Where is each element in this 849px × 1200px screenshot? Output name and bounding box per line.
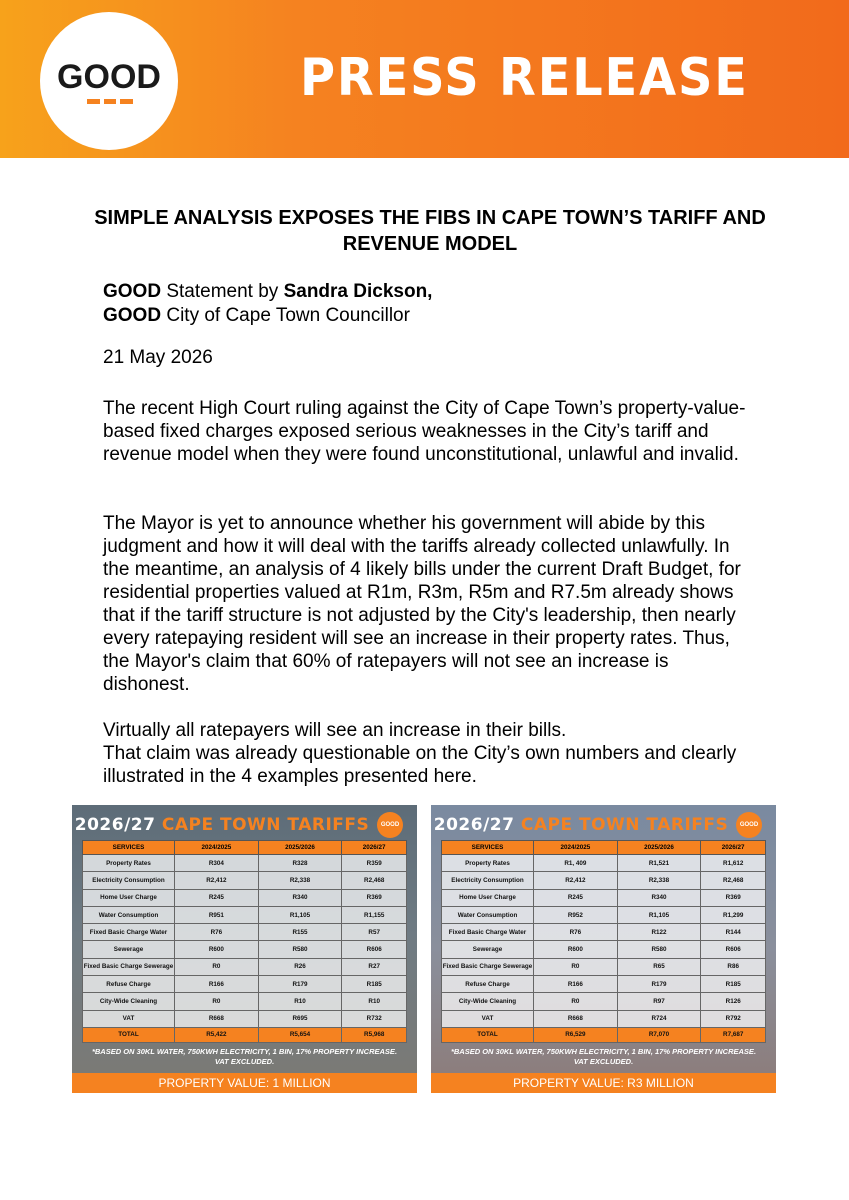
table-cell: R0 bbox=[175, 993, 259, 1010]
table-row bbox=[442, 941, 766, 958]
table-cell: R724 bbox=[617, 1010, 701, 1027]
paragraph-1: The recent High Court ruling against the City of Cape Town’s property-value-based fixed charges exposed serious weaknesses in the City’s tariff and revenue model when they were found unconstitutional, unlawful and invalid. bbox=[103, 398, 746, 465]
logo-underline-icon bbox=[87, 99, 133, 105]
table-cell: R328 bbox=[258, 855, 342, 872]
table-header: 2024/2025 bbox=[175, 841, 259, 855]
table-cell: R2,468 bbox=[701, 872, 766, 889]
table-cell: R369 bbox=[342, 889, 407, 906]
property-value-label: PROPERTY VALUE: R3 MILLION bbox=[431, 1073, 776, 1093]
table-cell: Fixed Basic Charge Water bbox=[83, 924, 175, 941]
table-cell: R1,612 bbox=[701, 855, 766, 872]
table-cell: R97 bbox=[617, 993, 701, 1010]
byline-org: GOOD bbox=[103, 281, 162, 302]
table-cell: Home User Charge bbox=[83, 889, 175, 906]
table-cell: R245 bbox=[175, 889, 259, 906]
table-row bbox=[442, 993, 766, 1010]
table-cell: R340 bbox=[617, 889, 701, 906]
table-cell: R10 bbox=[258, 993, 342, 1010]
table-row bbox=[442, 889, 766, 906]
byline-line-1 bbox=[103, 280, 432, 304]
table-header: 2026/27 bbox=[701, 841, 766, 855]
table-cell: R732 bbox=[342, 1010, 407, 1027]
table-cell: Refuse Charge bbox=[442, 976, 534, 993]
table-cell: R126 bbox=[701, 993, 766, 1010]
table-cell: Home User Charge bbox=[442, 889, 534, 906]
table-cell: R600 bbox=[175, 941, 259, 958]
table-row bbox=[83, 1010, 407, 1027]
table-cell: Property Rates bbox=[83, 855, 175, 872]
table-cell: R27 bbox=[342, 958, 407, 975]
paragraph-2: The Mayor is yet to announce whether his government will abide by this judgment and how it will deal with the tariffs already collected unlawfully. In the meantime, an analysis of 4 likely bills under the current Draft Budget, for residential properties valued at R1m, R3m, R5m and R7.5m already shows that if the tariff structure is not adjusted by the City's leadership, then nearly every ratepaying resident will see an increase in their property rates. Thus, the Mayor's claim that 60% of ratepayers will not see an increase is dishonest. bbox=[103, 513, 741, 695]
table-cell: R340 bbox=[258, 889, 342, 906]
table-total-row bbox=[83, 1027, 407, 1042]
table-cell: R695 bbox=[258, 1010, 342, 1027]
table-cell: R76 bbox=[175, 924, 259, 941]
footnote-line-1: *BASED ON 30KL WATER, 750KWH ELECTRICITY, 1 BIN, 17% PROPERTY INCREASE. bbox=[91, 1047, 398, 1056]
table-cell: R668 bbox=[175, 1010, 259, 1027]
table-cell: R580 bbox=[617, 941, 701, 958]
card-title bbox=[72, 815, 372, 835]
byline-line-2 bbox=[103, 304, 432, 328]
table-cell: R1,521 bbox=[617, 855, 701, 872]
card-footnote bbox=[431, 1047, 776, 1067]
table-row bbox=[83, 993, 407, 1010]
table-cell: R600 bbox=[534, 941, 618, 958]
good-badge-icon: GOOD bbox=[377, 812, 403, 838]
table-cell: City-Wide Cleaning bbox=[83, 993, 175, 1010]
table-header: 2026/27 bbox=[342, 841, 407, 855]
total-cell: R5,654 bbox=[258, 1027, 342, 1042]
table-cell: R1,105 bbox=[258, 906, 342, 923]
footnote-line-1: *BASED ON 30KL WATER, 750KWH ELECTRICITY, 1 BIN, 17% PROPERTY INCREASE. bbox=[450, 1047, 757, 1056]
table-cell: R86 bbox=[701, 958, 766, 975]
table-cell: VAT bbox=[442, 1010, 534, 1027]
table-cell: Water Consumption bbox=[83, 906, 175, 923]
table-cell: R1,105 bbox=[617, 906, 701, 923]
card-title-year: 2026/27 bbox=[74, 815, 156, 835]
tariff-table bbox=[82, 840, 407, 1043]
table-row bbox=[83, 958, 407, 975]
table-row bbox=[83, 889, 407, 906]
table-cell: R166 bbox=[175, 976, 259, 993]
table-cell: Water Consumption bbox=[442, 906, 534, 923]
byline-name: Sandra Dickson, bbox=[283, 281, 433, 302]
byline-org-2: GOOD bbox=[103, 305, 162, 326]
table-cell: R952 bbox=[534, 906, 618, 923]
total-cell: R6,529 bbox=[534, 1027, 618, 1042]
table-cell: Electricity Consumption bbox=[442, 872, 534, 889]
table-cell: R185 bbox=[342, 976, 407, 993]
byline bbox=[103, 280, 432, 328]
paragraph-3: Virtually all ratepayers will see an increase in their bills. That claim was already questionable on the City’s own numbers and clearly illustrated in the 4 examples presented here. bbox=[103, 720, 737, 787]
table-header: SERVICES bbox=[442, 841, 534, 855]
tariff-table bbox=[441, 840, 766, 1043]
table-row bbox=[442, 855, 766, 872]
table-row bbox=[83, 976, 407, 993]
table-row bbox=[442, 872, 766, 889]
byline-role: City of Cape Town Councillor bbox=[161, 305, 410, 326]
table-row bbox=[442, 906, 766, 923]
table-cell: Fixed Basic Charge Sewerage bbox=[442, 958, 534, 975]
card-footnote bbox=[72, 1047, 417, 1067]
table-cell: R0 bbox=[175, 958, 259, 975]
card-title bbox=[431, 815, 731, 835]
table-cell: R65 bbox=[617, 958, 701, 975]
card-title-text: CAPE TOWN TARIFFS bbox=[520, 815, 729, 835]
release-date: 21 May 2026 bbox=[103, 347, 213, 368]
property-value-label: PROPERTY VALUE: 1 MILLION bbox=[72, 1073, 417, 1093]
total-cell: R5,968 bbox=[342, 1027, 407, 1042]
table-cell: R122 bbox=[617, 924, 701, 941]
table-header: 2025/2026 bbox=[258, 841, 342, 855]
tariff-card-1-million bbox=[72, 805, 417, 1093]
table-cell: R1,299 bbox=[701, 906, 766, 923]
table-row bbox=[83, 906, 407, 923]
table-cell: R1, 409 bbox=[534, 855, 618, 872]
table-cell: Sewerage bbox=[442, 941, 534, 958]
table-cell: R185 bbox=[701, 976, 766, 993]
table-cell: R304 bbox=[175, 855, 259, 872]
press-release-title: PRESS RELEASE bbox=[300, 48, 749, 108]
table-cell: R0 bbox=[534, 993, 618, 1010]
table-cell: R0 bbox=[534, 958, 618, 975]
table-header: 2025/2026 bbox=[617, 841, 701, 855]
total-cell: TOTAL bbox=[83, 1027, 175, 1042]
tariff-card-3-million bbox=[431, 805, 776, 1093]
table-cell: Electricity Consumption bbox=[83, 872, 175, 889]
table-cell: R668 bbox=[534, 1010, 618, 1027]
table-row bbox=[442, 1010, 766, 1027]
table-cell: R76 bbox=[534, 924, 618, 941]
logo-text: GOOD bbox=[57, 58, 161, 96]
table-cell: R245 bbox=[534, 889, 618, 906]
table-cell: R580 bbox=[258, 941, 342, 958]
table-cell: R166 bbox=[534, 976, 618, 993]
table-cell: R2,412 bbox=[534, 872, 618, 889]
table-row bbox=[83, 941, 407, 958]
footnote-line-2: VAT EXCLUDED. bbox=[573, 1057, 634, 1066]
table-row bbox=[83, 924, 407, 941]
table-cell: R606 bbox=[342, 941, 407, 958]
table-header: SERVICES bbox=[83, 841, 175, 855]
table-cell: R2,338 bbox=[617, 872, 701, 889]
table-cell: R179 bbox=[617, 976, 701, 993]
table-total-row bbox=[442, 1027, 766, 1042]
table-cell: Fixed Basic Charge Water bbox=[442, 924, 534, 941]
table-cell: R10 bbox=[342, 993, 407, 1010]
table-cell: Refuse Charge bbox=[83, 976, 175, 993]
table-cell: R606 bbox=[701, 941, 766, 958]
good-badge-icon: GOOD bbox=[736, 812, 762, 838]
good-logo bbox=[40, 12, 178, 150]
table-cell: R26 bbox=[258, 958, 342, 975]
headline: SIMPLE ANALYSIS EXPOSES THE FIBS IN CAPE TOWN’S TARIFF AND REVENUE MODEL bbox=[94, 207, 766, 255]
table-row bbox=[442, 976, 766, 993]
table-cell: R2,468 bbox=[342, 872, 407, 889]
byline-text: Statement by bbox=[161, 281, 284, 302]
table-cell: R369 bbox=[701, 889, 766, 906]
table-row bbox=[83, 855, 407, 872]
header-banner bbox=[0, 0, 849, 158]
table-cell: Sewerage bbox=[83, 941, 175, 958]
table-cell: R951 bbox=[175, 906, 259, 923]
card-title-year: 2026/27 bbox=[433, 815, 515, 835]
table-row bbox=[442, 924, 766, 941]
total-cell: R7,070 bbox=[617, 1027, 701, 1042]
table-cell: R2,412 bbox=[175, 872, 259, 889]
table-cell: VAT bbox=[83, 1010, 175, 1027]
table-cell: Fixed Basic Charge Sewerage bbox=[83, 958, 175, 975]
table-cell: R1,155 bbox=[342, 906, 407, 923]
table-cell: R179 bbox=[258, 976, 342, 993]
footnote-line-2: VAT EXCLUDED. bbox=[214, 1057, 275, 1066]
table-cell: R359 bbox=[342, 855, 407, 872]
total-cell: TOTAL bbox=[442, 1027, 534, 1042]
card-title-text: CAPE TOWN TARIFFS bbox=[161, 815, 370, 835]
table-row bbox=[442, 958, 766, 975]
table-header: 2024/2025 bbox=[534, 841, 618, 855]
table-cell: City-Wide Cleaning bbox=[442, 993, 534, 1010]
table-row bbox=[83, 872, 407, 889]
table-cell: R57 bbox=[342, 924, 407, 941]
total-cell: R7,687 bbox=[701, 1027, 766, 1042]
table-cell: Property Rates bbox=[442, 855, 534, 872]
table-cell: R144 bbox=[701, 924, 766, 941]
total-cell: R5,422 bbox=[175, 1027, 259, 1042]
table-cell: R2,338 bbox=[258, 872, 342, 889]
table-cell: R155 bbox=[258, 924, 342, 941]
table-cell: R792 bbox=[701, 1010, 766, 1027]
